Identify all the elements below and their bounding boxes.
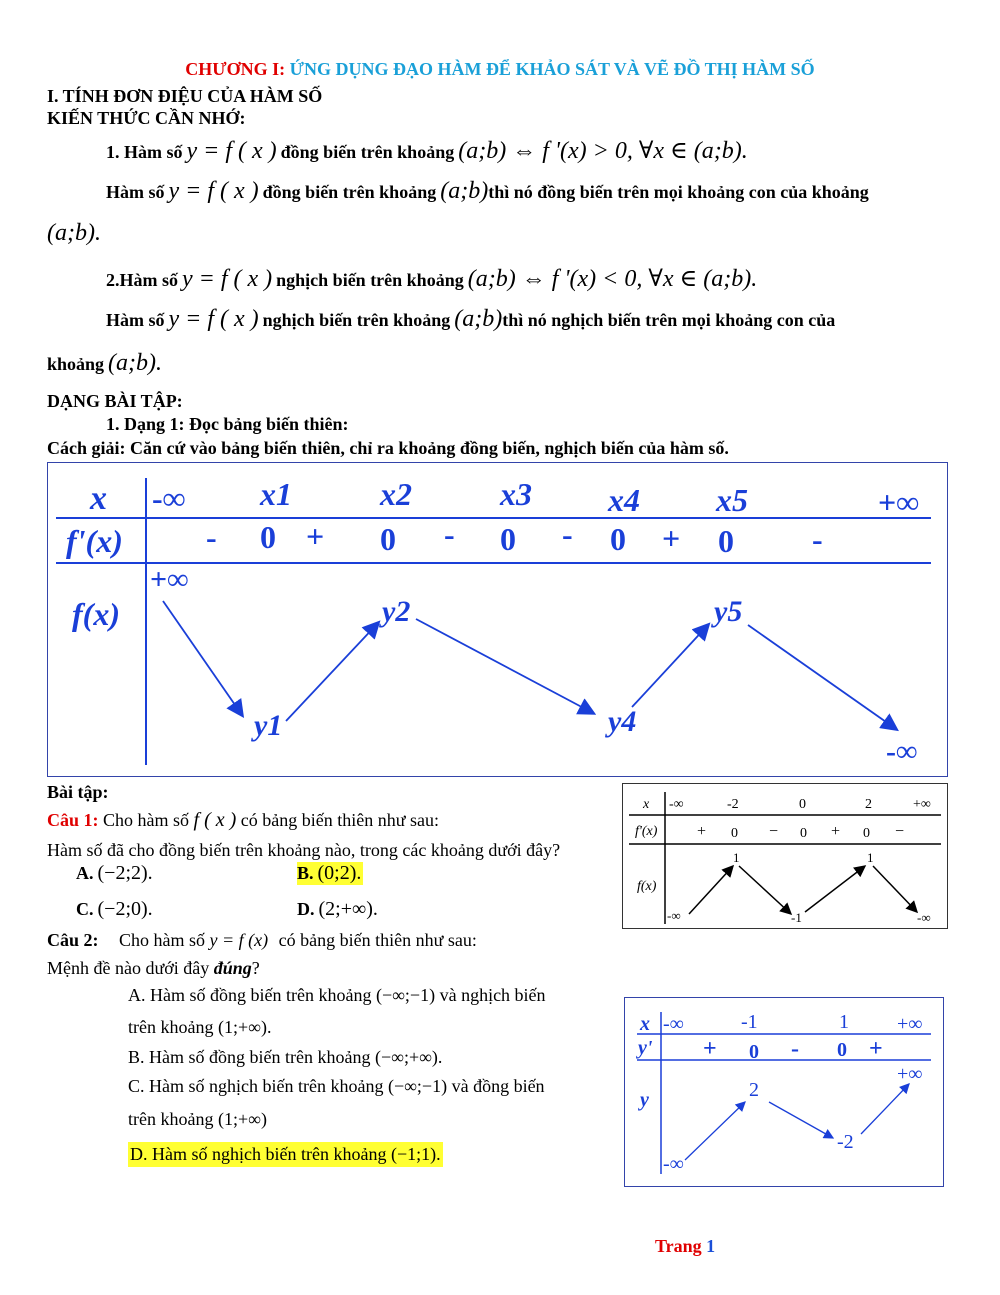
x-value: 0 bbox=[799, 797, 806, 812]
q2-variation-table-svg bbox=[625, 998, 943, 1186]
theory-item2b-end: (a;b). bbox=[108, 350, 163, 376]
theory-item2-mid: nghịch biến trên khoảng bbox=[276, 270, 464, 290]
sign-zero: 0 bbox=[718, 523, 734, 559]
sign: + bbox=[869, 1036, 883, 1062]
arrow-down bbox=[739, 866, 791, 914]
q2-label: Câu 2: bbox=[47, 930, 99, 950]
page-footer bbox=[655, 1236, 715, 1257]
theory-item2-func: y = f ( x ) bbox=[182, 266, 273, 292]
arrow-up bbox=[632, 625, 708, 707]
f-value: -2 bbox=[837, 1131, 854, 1153]
x-value: -1 bbox=[741, 1011, 758, 1033]
theory-item2b-end-label: khoảng bbox=[47, 354, 105, 374]
sign-zero: 0 bbox=[800, 826, 807, 841]
sign: - bbox=[444, 516, 455, 552]
f-value: y1 bbox=[254, 709, 283, 742]
sign: - bbox=[562, 516, 573, 552]
exercises-title: Bài tập: bbox=[47, 782, 109, 802]
x-value: -∞ bbox=[152, 480, 186, 516]
theory-item2b-rest: thì nó nghịch biến trên mọi khoảng con của bbox=[502, 310, 836, 330]
arrow-up bbox=[689, 866, 733, 914]
q1-option-c[interactable] bbox=[76, 898, 153, 921]
exercise-types-title: DẠNG BÀI TẬP: bbox=[47, 391, 183, 411]
f-value: -∞ bbox=[886, 735, 918, 768]
sign-zero: 0 bbox=[380, 521, 396, 557]
exercise-type-1: 1. Dạng 1: Đọc bảng biến thiên: bbox=[106, 414, 349, 434]
f-value: -∞ bbox=[667, 908, 681, 923]
q1-option-a[interactable] bbox=[76, 862, 153, 885]
arrow-up bbox=[685, 1102, 745, 1160]
option-letter: B. bbox=[297, 863, 314, 883]
row-label-fp: y' bbox=[638, 1037, 653, 1059]
theory-item-1 bbox=[106, 136, 748, 165]
row-label-x: x bbox=[640, 1013, 650, 1035]
x-value: x2 bbox=[380, 476, 412, 512]
row-label-fp: f'(x) bbox=[635, 824, 658, 839]
q1-option-b[interactable] bbox=[297, 862, 363, 885]
arrow-down bbox=[873, 866, 917, 912]
theory-item1b-func: y = f ( x ) bbox=[168, 178, 259, 204]
sign: − bbox=[895, 823, 905, 840]
q2-question-bold: đúng bbox=[213, 958, 252, 978]
theory-item1b-interval: (a;b) bbox=[440, 178, 489, 204]
sign: - bbox=[206, 519, 217, 555]
theory-item1-prefix: 1. Hàm số bbox=[106, 142, 183, 162]
x-value: +∞ bbox=[913, 797, 931, 812]
x-value: +∞ bbox=[878, 484, 920, 520]
q2-option-d[interactable]: D. Hàm số nghịch biến trên khoảng (−1;1). bbox=[128, 1142, 443, 1167]
sign: + bbox=[703, 1036, 717, 1062]
q2-option-a-line2[interactable]: trên khoảng (1;+∞). bbox=[128, 1017, 272, 1037]
option-letter: C. bbox=[76, 899, 94, 919]
theory-item-2 bbox=[106, 264, 757, 293]
x-value: x3 bbox=[500, 476, 532, 512]
variation-table-main bbox=[47, 462, 948, 777]
f-value: y4 bbox=[608, 705, 637, 738]
option-letter: D. bbox=[297, 899, 315, 919]
q2-func: y = f (x) bbox=[209, 930, 269, 950]
theory-item1b-prefix: Hàm số bbox=[106, 182, 165, 202]
q1-label: Câu 1: bbox=[47, 810, 99, 830]
q2-option-c-line1[interactable]: C. Hàm số nghịch biến trên khoảng (−∞;−1) và đồng biến bbox=[128, 1076, 545, 1096]
q1-variation-table bbox=[622, 783, 948, 929]
q2-variation-table bbox=[624, 997, 944, 1187]
sign: − bbox=[769, 823, 779, 840]
q2-option-c-line2[interactable]: trên khoảng (1;+∞) bbox=[128, 1109, 267, 1129]
x-value: 1 bbox=[839, 1011, 849, 1033]
sign: + bbox=[831, 823, 841, 840]
sign: - bbox=[812, 521, 823, 557]
q1-func: f ( x ) bbox=[193, 809, 237, 831]
x-value: x1 bbox=[260, 476, 292, 512]
q2-text-b: có bảng biến thiên như sau: bbox=[278, 930, 477, 950]
arrow-up bbox=[286, 623, 378, 721]
variation-table-main-svg bbox=[48, 463, 947, 776]
page-label: Trang bbox=[655, 1236, 702, 1256]
row-label-f: y bbox=[640, 1089, 649, 1111]
option-value: (−2;2). bbox=[97, 862, 153, 884]
arrow-down bbox=[416, 619, 593, 713]
q2-question bbox=[47, 958, 260, 979]
sign-zero: 0 bbox=[610, 521, 626, 557]
arrow-down bbox=[769, 1102, 833, 1138]
theory-item1b-rest: thì nó đồng biến trên mọi khoảng con của khoảng bbox=[488, 182, 869, 202]
chapter-title: ỨNG DỤNG ĐẠO HÀM ĐỂ KHẢO SÁT VÀ VẼ ĐỒ THỊ HÀM SỐ bbox=[289, 59, 815, 79]
arrow-down bbox=[748, 625, 896, 729]
row-label-f: f(x) bbox=[72, 596, 120, 632]
theory-item2b-prefix: Hàm số bbox=[106, 310, 165, 330]
sign-zero: 0 bbox=[863, 826, 870, 841]
q2-question-a: Mệnh đề nào dưới đây bbox=[47, 958, 210, 978]
x-value: x5 bbox=[716, 482, 748, 518]
x-value: -∞ bbox=[669, 797, 684, 812]
q1-text-b: có bảng biến thiên như sau: bbox=[240, 810, 440, 830]
sign-zero: 0 bbox=[749, 1041, 759, 1063]
page-number: 1 bbox=[706, 1236, 716, 1256]
chapter-label: CHƯƠNG I: bbox=[185, 59, 286, 79]
x-value: 2 bbox=[865, 797, 872, 812]
method-text: Cách giải: Căn cứ vào bảng biến thiên, chỉ ra khoảng đồng biến, nghịch biến của hàm số. bbox=[47, 438, 729, 458]
x-value: -2 bbox=[727, 797, 739, 812]
f-value: 2 bbox=[749, 1079, 759, 1101]
row-label-f: f(x) bbox=[637, 879, 657, 894]
theory-item1-mid: đồng biến trên khoảng bbox=[280, 142, 455, 162]
theory-item-1b bbox=[106, 178, 869, 205]
q1-text-a: Cho hàm số bbox=[103, 810, 190, 830]
q1-stem bbox=[47, 809, 439, 832]
arrow-down bbox=[163, 601, 242, 715]
arrow-up bbox=[861, 1084, 909, 1134]
f-value: y2 bbox=[382, 595, 411, 628]
sign: - bbox=[791, 1036, 799, 1062]
row-label-x: x bbox=[643, 797, 650, 812]
q2-question-end: ? bbox=[251, 958, 260, 978]
x-value: x4 bbox=[608, 482, 640, 518]
q2-text-a: Cho hàm số bbox=[119, 930, 206, 950]
theory-item2b-interval: (a;b) bbox=[454, 306, 503, 332]
theory-item1-formula: (a;b) ⇔ f '(x) > 0, ∀x ∈ (a;b). bbox=[458, 138, 748, 164]
theory-item-2b-end bbox=[47, 350, 162, 377]
row-label-fp: f'(x) bbox=[66, 523, 123, 559]
q1-variation-table-svg bbox=[623, 784, 947, 928]
f-value: 1 bbox=[867, 850, 874, 865]
arrow-up bbox=[805, 866, 865, 912]
chapter-heading bbox=[0, 59, 1000, 80]
sign: + bbox=[306, 518, 325, 554]
q2-stem bbox=[47, 930, 477, 951]
f-value: +∞ bbox=[150, 563, 189, 596]
theory-item1b-mid: đồng biến trên khoảng bbox=[262, 182, 437, 202]
sign-zero: 0 bbox=[731, 826, 738, 841]
option-letter: A. bbox=[76, 863, 94, 883]
f-value: 1 bbox=[733, 850, 740, 865]
row-label-x: x bbox=[90, 480, 107, 517]
section-subtitle: KIẾN THỨC CẦN NHỚ: bbox=[47, 108, 246, 128]
option-value: (−2;0). bbox=[97, 898, 153, 920]
section-title: I. TÍNH ĐƠN ĐIỆU CỦA HÀM SỐ bbox=[47, 86, 323, 106]
option-value: (2;+∞). bbox=[318, 898, 378, 920]
theory-item1-func: y = f ( x ) bbox=[186, 138, 277, 164]
q2-option-b[interactable]: B. Hàm số đồng biến trên khoảng (−∞;+∞). bbox=[128, 1047, 443, 1067]
theory-item2b-mid: nghịch biến trên khoảng bbox=[262, 310, 451, 330]
f-value: +∞ bbox=[897, 1063, 923, 1085]
x-value: +∞ bbox=[897, 1013, 923, 1035]
q1-option-d[interactable] bbox=[297, 898, 378, 921]
f-value: y5 bbox=[714, 595, 743, 628]
sign-zero: 0 bbox=[500, 521, 516, 557]
x-value: -∞ bbox=[663, 1013, 684, 1035]
q1-question: Hàm số đã cho đồng biến trên khoảng nào, trong các khoảng dưới đây? bbox=[47, 840, 561, 860]
theory-item-2b bbox=[106, 306, 835, 333]
theory-item2b-func: y = f ( x ) bbox=[168, 306, 259, 332]
f-value: -∞ bbox=[663, 1153, 684, 1175]
q2-option-a-line1[interactable]: A. Hàm số đồng biến trên khoảng (−∞;−1) và nghịch biến bbox=[128, 985, 546, 1005]
f-value: -1 bbox=[791, 910, 802, 925]
theory-item2-formula: (a;b) ⇔ f '(x) < 0, ∀x ∈ (a;b). bbox=[467, 266, 758, 292]
f-value: -∞ bbox=[917, 910, 931, 925]
option-value: (0;2). bbox=[317, 862, 362, 884]
sign-zero: 0 bbox=[837, 1039, 847, 1061]
sign: + bbox=[662, 520, 681, 556]
theory-item1b-end: (a;b). bbox=[47, 220, 101, 246]
theory-item2-prefix: 2.Hàm số bbox=[106, 270, 178, 290]
sign: + bbox=[697, 823, 707, 840]
sign-zero: 0 bbox=[260, 519, 276, 555]
